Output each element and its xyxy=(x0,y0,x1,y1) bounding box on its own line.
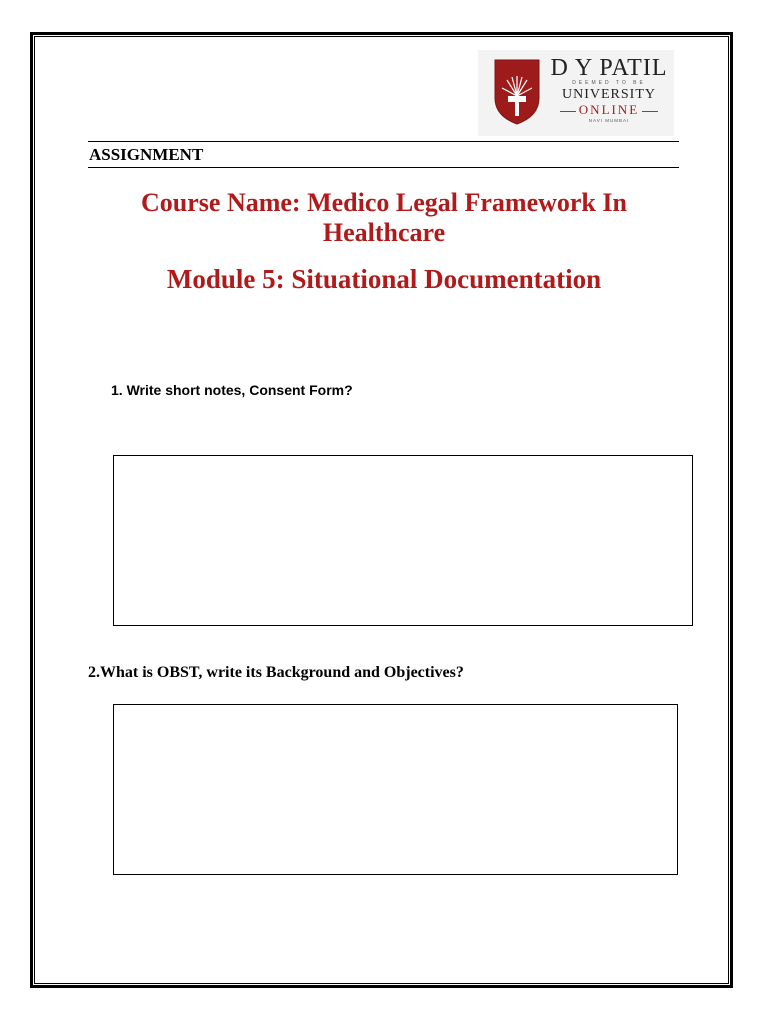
course-title: Course Name: Medico Legal Framework In Healthcare xyxy=(141,188,627,247)
logo-text xyxy=(550,56,668,124)
assignment-heading: ASSIGNMENT xyxy=(89,145,204,164)
answer-box-2[interactable] xyxy=(113,704,678,875)
logo-deemed: DEEMED TO BE xyxy=(572,80,646,86)
logo-name: D Y PATIL xyxy=(550,55,668,81)
question-2: 2.What is OBST, write its Background and Objectives? xyxy=(88,664,464,681)
header-top-rule xyxy=(88,141,679,142)
module-title: Module 5: Situational Documentation xyxy=(166,264,602,294)
logo-university: UNIVERSITY xyxy=(562,87,656,102)
logo-online: ONLINE xyxy=(550,102,668,117)
university-crest-icon xyxy=(493,58,541,126)
question-1: 1. Write short notes, Consent Form? xyxy=(111,382,353,398)
answer-box-1[interactable] xyxy=(113,455,693,626)
header-bottom-rule xyxy=(88,167,679,168)
university-logo xyxy=(478,50,674,136)
logo-location: NAVI MUMBAI xyxy=(588,118,630,123)
